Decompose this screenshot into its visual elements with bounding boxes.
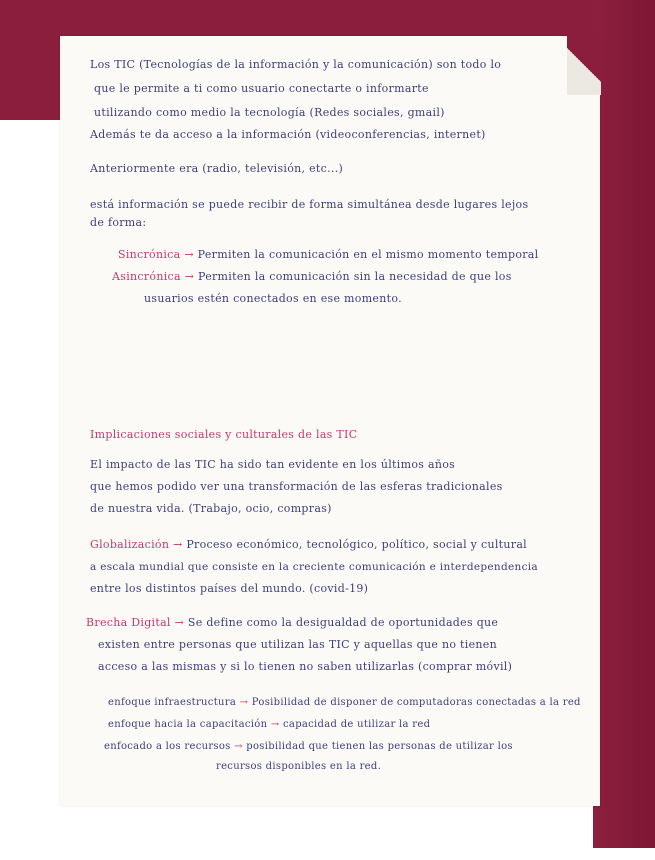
globalizacion-term: Globalización <box>90 538 170 551</box>
arrow-icon: → <box>184 248 194 261</box>
form-asincronica-desc1: Permiten la comunicación sin la necesidad de que los <box>197 270 512 283</box>
globalizacion-line1 <box>90 538 527 552</box>
form-asincronica-desc2: usuarios estén conectados en ese momento. <box>144 292 402 305</box>
paragraph4-line3: de nuestra vida. (Trabajo, ocio, compras) <box>90 502 332 515</box>
section-title: Implicaciones sociales y culturales de las TIC <box>90 428 358 441</box>
enfoque-infraestructura <box>108 696 581 710</box>
page-fold <box>567 35 601 95</box>
paragraph4-line1: El impacto de las TIC ha sido tan evidente en los últimos años <box>90 458 456 471</box>
paragraph1-line1: Los TIC (Tecnologías de la información y la comunicación) son todo lo <box>90 58 502 71</box>
brecha-line1 <box>86 616 498 630</box>
arrow-icon: → <box>184 270 195 283</box>
paragraph2: Anteriormente era (radio, televisión, etc...) <box>90 162 344 175</box>
paragraph1-line4: Además te da acceso a la información (videoconferencias, internet) <box>90 128 486 141</box>
background-top <box>0 0 655 36</box>
form-asincronica-term: Asincrónica <box>112 270 181 283</box>
background-left <box>0 0 62 120</box>
enfoque-recursos <box>104 740 513 754</box>
form-sincronica-term: Sincrónica <box>118 248 181 261</box>
arrow-icon: → <box>173 538 183 551</box>
enfoque-capacitacion-term: enfoque hacia la capacitación <box>108 719 268 730</box>
arrow-icon: → <box>174 616 185 629</box>
background-right <box>593 0 655 848</box>
form-sincronica <box>118 248 539 262</box>
enfoque-infraestructura-term: enfoque infraestructura <box>108 697 237 708</box>
arrow-icon: → <box>270 719 280 730</box>
notebook-page <box>60 36 600 806</box>
brecha-line3: acceso a las mismas y si lo tienen no saben utilizarlas (comprar móvil) <box>98 660 513 673</box>
globalizacion-line2: a escala mundial que consiste en la creciente comunicación e interdependencia <box>90 561 538 573</box>
background-left-band <box>0 120 60 860</box>
arrow-icon: → <box>234 741 243 752</box>
paragraph1-line2: que le permite a ti como usuario conectarte o informarte <box>94 82 429 95</box>
paragraph4-line2: que hemos podido ver una transformación de las esferas tradicionales <box>90 480 503 493</box>
brecha-line2: existen entre personas que utilizan las TIC y aquellas que no tienen <box>98 638 497 651</box>
enfoque-infraestructura-desc: Posibilidad de disponer de computadoras conectadas a la red <box>251 697 581 708</box>
form-sincronica-desc: Permiten la comunicación en el mismo momento temporal <box>197 248 539 261</box>
form-asincronica <box>112 270 512 284</box>
enfoque-recursos-term: enfocado a los recursos <box>104 741 231 752</box>
enfoque-capacitacion-desc: capacidad de utilizar la red <box>283 719 431 730</box>
globalizacion-desc1: Proceso económico, tecnológico, político, social y cultural <box>186 538 527 551</box>
paragraph1-line3: utilizando como medio la tecnología (Redes sociales, gmail) <box>94 106 445 119</box>
arrow-icon: → <box>239 697 249 708</box>
paragraph3-line1: está información se puede recibir de forma simultánea desde lugares lejos <box>90 198 529 211</box>
enfoque-recursos-desc2: recursos disponibles en la red. <box>216 761 382 772</box>
enfoque-capacitacion <box>108 718 430 732</box>
paragraph3-line2: de forma: <box>90 216 147 229</box>
brecha-desc1: Se define como la desigualdad de oportunidades que <box>187 616 499 629</box>
globalizacion-line3: entre los distintos países del mundo. (covid-19) <box>90 582 369 595</box>
brecha-term: Brecha Digital <box>86 616 171 629</box>
enfoque-recursos-desc: posibilidad que tienen las personas de utilizar los <box>246 741 513 752</box>
